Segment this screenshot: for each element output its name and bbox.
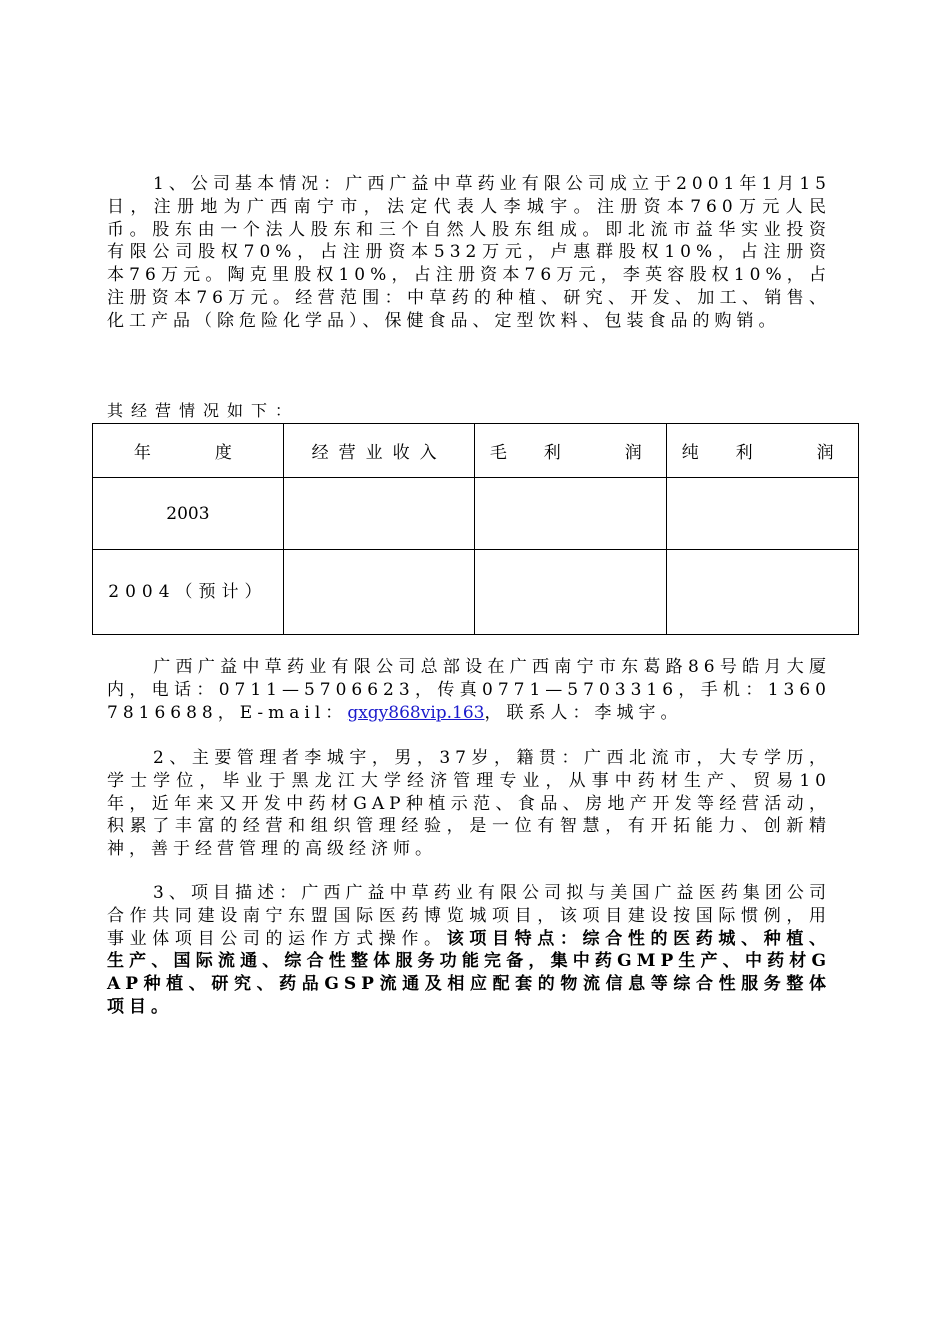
table-row bbox=[93, 478, 859, 550]
section-manager bbox=[107, 747, 831, 861]
table-header-row bbox=[93, 424, 859, 478]
project-features-text: 该项目特点：综合性的医药城、种植、生产、国际流通、综合性整体服务功能完备，集中药GMP生产、中药材GAP种植、研究、药品GSP流通及相应配套的物流信息等综合性服务整体项目。 bbox=[107, 928, 832, 1017]
cell-net-profit bbox=[667, 478, 859, 550]
table-row bbox=[93, 550, 859, 635]
section-company-basics bbox=[107, 173, 831, 333]
cell-gross-profit bbox=[475, 550, 667, 635]
header-year: 年 度 bbox=[93, 424, 284, 478]
cell-net-profit bbox=[667, 550, 859, 635]
business-table bbox=[92, 423, 859, 635]
header-revenue: 经营业收入 bbox=[283, 424, 475, 478]
cell-year: 2004（预计） bbox=[93, 550, 284, 635]
section-manager-text: 2、主要管理者李城宇，男，37岁，籍贯：广西北流市，大专学历，学士学位，毕业于黑龙江大学经济管理专业，从事中药材生产、贸易10年，近年来又开发中药材GAP种植示范、食品、房地产开发等经营活动，积累了丰富的经营和组织管理经验，是一位有智慧，有开拓能力、创新精神，善于经营管理的高级经济师。 bbox=[107, 748, 831, 860]
cell-year: 2003 bbox=[93, 478, 284, 550]
header-gross-profit: 毛 利 润 bbox=[475, 424, 667, 478]
header-net-profit: 纯 利 润 bbox=[667, 424, 859, 478]
email-link[interactable]: gxgy868vip.163 bbox=[347, 702, 485, 723]
section-company-basics-text: 1、公司基本情况：广西广益中草药业有限公司成立于2001年1月15日，注册地为广西南宁市，法定代表人李城宇。注册资本760万元人民币。股东由一个法人股东和三个自然人股东组成。即北流市益华实业投资有限公司股权70%，占注册资本532万元，卢惠群股权10%，占注册资本76万元。陶克里股权10%，占注册资本76万元，李英容股权10%，占注册资本76万元。经营范围：中草药的种植、研究、开发、加工、销售、化工产品（除危险化学品）、保健食品、定型饮料、包装食品的购销。 bbox=[107, 174, 831, 331]
section-project-text: 3、项目描述：广西广益中草药业有限公司拟与美国广益医药集团公司合作共同建设南宁东盟国际医药博览城项目，该项目建设按国际惯例，用事业体项目公司的运作方式操作。 bbox=[107, 883, 831, 949]
section-contact bbox=[107, 656, 831, 724]
cell-revenue bbox=[283, 478, 475, 550]
contact-person-text: ，联系人：李城宇。 bbox=[484, 702, 683, 723]
section-project bbox=[107, 882, 831, 1019]
contact-text: 广西广益中草药业有限公司总部设在广西南宁市东葛路86号皓月大厦内，电话：0711—5706623，传真0771—5703316，手机：13607816688，E-mail： bbox=[107, 657, 831, 723]
cell-gross-profit bbox=[475, 478, 667, 550]
cell-revenue bbox=[283, 550, 475, 635]
table-intro: 其经营情况如下： bbox=[107, 401, 300, 420]
